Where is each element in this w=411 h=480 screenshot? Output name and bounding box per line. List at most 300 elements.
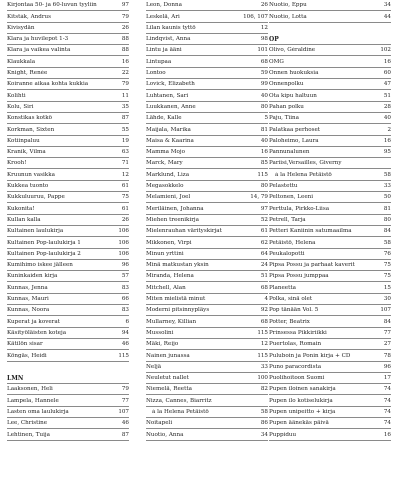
index-entry [269, 181, 391, 192]
entry-page-number: 58 [383, 171, 391, 178]
entry-title: Pipsa Possu ja parhaat kaverit [269, 262, 355, 269]
entry-title: Lähde, Kalle [146, 115, 182, 122]
index-entry [7, 215, 129, 226]
entry-title: Palatkaa perhoset [269, 126, 321, 133]
entry-title: Melamieni, Joel [146, 194, 191, 201]
index-entry [146, 294, 268, 305]
section-heading: OP [269, 34, 391, 45]
entry-title: Moderni pitsinnypläys [146, 307, 210, 314]
entry-page-number: 16 [260, 149, 268, 156]
index-entry [146, 34, 268, 45]
entry-page-number: 34 [383, 2, 391, 9]
entry-page-number: 58 [260, 408, 268, 415]
entry-title: Miehen treenikirja [146, 216, 199, 223]
entry-page-number: 80 [260, 183, 268, 190]
index-entry [146, 169, 268, 180]
entry-page-number: 81 [260, 126, 268, 133]
index-entry [269, 350, 391, 361]
entry-page-number: 68 [260, 284, 268, 291]
index-entry [146, 407, 268, 418]
entry-page-number: 77 [383, 329, 391, 336]
entry-title: Petäistö, Helena [269, 239, 316, 246]
entry-title: Kunnas, Noora [7, 307, 50, 314]
index-entry [269, 407, 391, 418]
index-entry [146, 384, 268, 395]
entry-title: Klara ja huvilepot 1-3 [7, 36, 69, 43]
entry-title: Neljä [146, 363, 162, 370]
entry-page-number: 106, 107 [243, 13, 268, 20]
entry-title: Peukalopotti [269, 250, 305, 257]
entry-page-number: 59 [260, 70, 268, 77]
entry-page-number: 68 [260, 58, 268, 65]
entry-title: Pupen ilo kotiselukirja [269, 397, 333, 404]
index-entry [7, 158, 129, 169]
index-entry [146, 418, 268, 429]
index-entry [146, 316, 268, 327]
entry-title: Mielenrauhan värityskirjat [146, 228, 222, 235]
index-entry [7, 328, 129, 339]
entry-title: Prinsessa Pikkiriikki [269, 329, 327, 336]
entry-title: Pop tänään Vol. 5 [269, 307, 319, 314]
index-entry [146, 23, 268, 34]
index-entry [7, 282, 129, 293]
entry-page-number: 12 [260, 341, 268, 348]
index-entry [7, 249, 129, 260]
entry-page-number: 30 [383, 296, 391, 303]
entry-page-number: 77 [121, 397, 129, 404]
index-entry [146, 373, 268, 384]
index-entry [7, 192, 129, 203]
entry-page-number: 79 [121, 13, 129, 20]
entry-title: Lee, Christine [7, 420, 48, 427]
index-entry [146, 0, 268, 11]
entry-title: Miten mielistä minut [146, 296, 206, 303]
entry-title: Kukonita! [7, 205, 35, 212]
index-entry [146, 158, 268, 169]
entry-title: Kuninkaiden kirja [7, 273, 58, 280]
entry-title: Mäki, Reijo [146, 341, 179, 348]
entry-title: Kunnas, Jenna [7, 284, 48, 291]
entry-title: Kolihti [7, 92, 26, 99]
entry-page-number: 85 [260, 160, 268, 167]
section-gap [7, 362, 129, 373]
index-entry [146, 328, 268, 339]
entry-title: Käsityöläisten koteja [7, 329, 67, 336]
index-entry [269, 136, 391, 147]
entry-title: Leskelä, Ari [146, 13, 180, 20]
entry-page-number: 76 [383, 250, 391, 257]
index-entry [7, 181, 129, 192]
index-entry [146, 56, 268, 67]
index-entry [146, 147, 268, 158]
index-entry [7, 305, 129, 316]
index-entry [7, 260, 129, 271]
entry-page-number: 74 [383, 386, 391, 393]
entry-page-number: 15 [383, 284, 391, 291]
entry-title: Puppiduu [269, 431, 297, 438]
entry-page-number: 35 [121, 103, 129, 110]
index-entry [269, 226, 391, 237]
entry-page-number: 106 [118, 250, 129, 257]
index-entry [7, 294, 129, 305]
entry-page-number: 44 [383, 13, 391, 20]
index-entry [269, 328, 391, 339]
index-entry [269, 429, 391, 440]
entry-page-number: 83 [121, 284, 129, 291]
entry-page-number: 26 [260, 2, 268, 9]
index-entry [146, 45, 268, 56]
entry-title: Kranik, Vilma [7, 149, 46, 156]
index-entry [146, 395, 268, 406]
entry-title: Nizza, Cannes, Biarritz [146, 397, 212, 404]
entry-title: Klara ja vaikea valinta [7, 47, 71, 54]
index-entry [146, 124, 268, 135]
entry-page-number: 34 [260, 431, 268, 438]
index-entry [146, 260, 268, 271]
entry-page-number: 84 [383, 228, 391, 235]
index-entry [269, 68, 391, 79]
entry-title: Pipsa Possu jumppaa [269, 273, 329, 280]
index-entry [269, 249, 391, 260]
entry-title: Lehtinen, Tuija [7, 431, 50, 438]
entry-title: Olivo, Géraldine [269, 47, 316, 54]
entry-title: Ota kipu haltuun [269, 92, 317, 99]
index-entry [7, 226, 129, 237]
entry-title: Noitapeli [146, 420, 173, 427]
entry-title: à la Helena Petäistö [152, 408, 209, 415]
entry-page-number: 40 [260, 137, 268, 144]
entry-page-number: 71 [121, 160, 129, 167]
entry-page-number: 115 [257, 352, 268, 359]
entry-title: Kultainen Pop-laulukirja 2 [7, 250, 81, 257]
entry-page-number: 55 [121, 126, 129, 133]
entry-page-number: 61 [260, 228, 268, 235]
entry-page-number: 62 [260, 239, 268, 246]
entry-title: Pariisi,Versailles, Giverny [269, 160, 342, 167]
entry-title: Lintupaa [146, 58, 172, 65]
index-entry [146, 249, 268, 260]
index-entry [7, 339, 129, 350]
entry-title: Lilan kaunis tyttö [146, 24, 196, 31]
entry-title: Paju, Tiina [269, 115, 299, 122]
entry-title: Leon, Donna [146, 2, 182, 9]
index-entry [269, 203, 391, 214]
entry-page-number: 27 [383, 341, 391, 348]
entry-title: Petrell, Tarja [269, 216, 306, 223]
entry-page-number: 79 [121, 386, 129, 393]
index-entry [269, 362, 391, 373]
entry-title: Krooh! [7, 160, 27, 167]
index-entry [7, 68, 129, 79]
entry-page-number [266, 405, 268, 406]
entry-page-number: 16 [383, 431, 391, 438]
entry-page-number: 96 [383, 363, 391, 370]
index-entry [269, 45, 391, 56]
index-entry [7, 11, 129, 22]
entry-title: Kotiinpaluu [7, 137, 40, 144]
entry-page-number: 47 [383, 81, 391, 88]
entry-title: Perttula, Pirkko-Liisa [269, 205, 330, 212]
entry-title: OMG [269, 58, 284, 65]
entry-title: Puluboin ja Ponin kirja + CD [269, 352, 351, 359]
entry-page-number: 79 [121, 81, 129, 88]
entry-page-number: 58 [383, 239, 391, 246]
entry-title: Paloheimo, Laura [269, 137, 319, 144]
index-entry [7, 113, 129, 124]
entry-title: Marklund, Liza [146, 171, 190, 178]
index-entry [7, 90, 129, 101]
entry-page-number: 11 [121, 92, 129, 99]
section-heading: LMN [7, 373, 129, 384]
entry-page-number: 68 [260, 318, 268, 325]
index-entry [7, 34, 129, 45]
index-entry [269, 316, 391, 327]
entry-page-number: 6 [125, 318, 129, 325]
index-entry [269, 418, 391, 429]
entry-page-number: 107 [380, 307, 391, 314]
entry-page-number: 75 [383, 273, 391, 280]
entry-page-number: 61 [121, 205, 129, 212]
entry-page-number: 82 [260, 386, 268, 393]
entry-title: Kultainen Pop-laulukirja 1 [7, 239, 81, 246]
entry-page-number: 5 [264, 115, 268, 122]
entry-title: Potter, Beatrix [269, 318, 310, 325]
entry-page-number: 80 [260, 103, 268, 110]
index-entry [7, 102, 129, 113]
entry-title: Lontoo [146, 70, 166, 77]
index-entry [146, 192, 268, 203]
entry-title: Pupen iloinen sanakirja [269, 386, 336, 393]
entry-title: Kätilön sisar [7, 341, 43, 348]
entry-title: Kuperat ja koverat [7, 318, 60, 325]
index-entry [7, 237, 129, 248]
entry-page-number: 33 [260, 363, 268, 370]
index-entry [269, 90, 391, 101]
entry-title: Peltonen, Leeni [269, 194, 314, 201]
entry-page-number: 14, 79 [250, 194, 268, 201]
entry-title: Kukkea tuonto [7, 183, 49, 190]
entry-page-number: 19 [121, 137, 129, 144]
index-entry [269, 237, 391, 248]
entry-title: Onnenpolku [269, 81, 304, 88]
entry-title: Koiranne aikaa kohta kukkia [7, 81, 89, 88]
entry-page-number: 57 [121, 273, 129, 280]
entry-title: Lintu ja ääni [146, 47, 182, 54]
entry-title: Nuotio, Anna [146, 431, 184, 438]
entry-title: Nuotio, Lotta [269, 13, 307, 20]
entry-title: Niemelä, Reetta [146, 386, 192, 393]
entry-page-number: 51 [383, 92, 391, 99]
entry-title: Mussolini [146, 329, 174, 336]
entry-title: Laaksonen, Heli [7, 386, 53, 393]
entry-page-number: 52 [260, 216, 268, 223]
index-entry [146, 305, 268, 316]
entry-page-number: 86 [260, 420, 268, 427]
entry-page-number: 74 [383, 397, 391, 404]
entry-page-number: 16 [383, 137, 391, 144]
entry-title: Puertolas, Romain [269, 341, 322, 348]
entry-page-number: 83 [121, 307, 129, 314]
entry-page-number: 64 [260, 250, 268, 257]
index-entry [146, 203, 268, 214]
index-entry [7, 147, 129, 158]
entry-page-number: 87 [121, 431, 129, 438]
entry-page-number: 4 [264, 296, 268, 303]
index-entry [146, 181, 268, 192]
entry-page-number: 46 [121, 341, 129, 348]
index-entry [146, 79, 268, 90]
entry-page-number: 78 [383, 352, 391, 359]
entry-page-number: 88 [121, 36, 129, 43]
entry-title: Petteri Kaniinin satumaailma [269, 228, 352, 235]
section-gap [269, 23, 391, 34]
entry-title: Onnen huokuksia [269, 70, 319, 77]
entry-page-number: 88 [121, 47, 129, 54]
index-entry [146, 350, 268, 361]
entry-title: Knight, Renée [7, 70, 48, 77]
index-entry [7, 316, 129, 327]
entry-title: Lindqvist, Anna [146, 36, 191, 43]
entry-page-number: 46 [121, 420, 129, 427]
entry-title: Klaukkala [7, 58, 36, 65]
index-entry [146, 282, 268, 293]
entry-title: Kumihimo iskee jälleen [7, 262, 73, 269]
index-entry [146, 136, 268, 147]
entry-title: Polka, sinä olet [269, 296, 313, 303]
entry-page-number: 26 [121, 24, 129, 31]
index-entry [7, 0, 129, 11]
entry-title: Kukkuluuruu, Pappe [7, 194, 65, 201]
index-entry [269, 56, 391, 67]
entry-title: Puolihoitoon Suomi [269, 375, 325, 382]
entry-page-number: 92 [260, 307, 268, 314]
entry-title: Kirjontaa 50- ja 60-luvun tyyliin [7, 2, 97, 9]
entry-page-number: 115 [118, 352, 129, 359]
entry-page-number: 100 [257, 375, 268, 382]
entry-page-number: 66 [121, 296, 129, 303]
entry-title: Maijala, Marika [146, 126, 191, 133]
entry-page-number: 87 [121, 115, 129, 122]
entry-title: Planeetta [269, 284, 296, 291]
entry-page-number: 40 [383, 115, 391, 122]
index-entry [269, 169, 391, 180]
entry-page-number: 106 [118, 239, 129, 246]
index-entry [146, 90, 268, 101]
index-entry [269, 373, 391, 384]
entry-title: Mullarney, Killian [146, 318, 197, 325]
entry-page-number: 75 [121, 194, 129, 201]
entry-title: Pupen äänekäs päivä [269, 420, 329, 427]
entry-title: Kruunun vasikka [7, 171, 55, 178]
entry-page-number: 16 [121, 58, 129, 65]
index-entry [146, 102, 268, 113]
index-entry [269, 79, 391, 90]
entry-title: Pelastettu [269, 183, 298, 190]
entry-page-number [389, 167, 391, 168]
index-entry [269, 260, 391, 271]
index-entry [7, 169, 129, 180]
index-entry [269, 192, 391, 203]
entry-title: Kullan kalla [7, 216, 41, 223]
index-entry [269, 158, 391, 169]
index-entry [269, 305, 391, 316]
entry-page-number: 50 [383, 194, 391, 201]
index-entry [269, 339, 391, 350]
entry-page-number: 63 [121, 149, 129, 156]
entry-title: Pannunalunen [269, 149, 310, 156]
entry-title: Meriläinen, Johanna [146, 205, 204, 212]
index-entry [269, 147, 391, 158]
entry-page-number: 61 [121, 183, 129, 190]
entry-title: Kolu, Siri [7, 103, 34, 110]
entry-title: Neuletut nallet [146, 375, 189, 382]
entry-page-number: 24 [260, 262, 268, 269]
index-entry [146, 226, 268, 237]
entry-title: Kitsták, Andrus [7, 13, 51, 20]
entry-page-number: 51 [260, 273, 268, 280]
entry-page-number: 40 [260, 92, 268, 99]
entry-title: Lampela, Hannele [7, 397, 59, 404]
entry-page-number: 26 [121, 216, 129, 223]
entry-title: Köngäs, Heidi [7, 352, 47, 359]
entry-page-number: 74 [383, 420, 391, 427]
entry-title: Miranda, Helena [146, 273, 194, 280]
index-entry [146, 339, 268, 350]
entry-page-number: 94 [121, 329, 129, 336]
entry-page-number: 22 [121, 70, 129, 77]
entry-page-number: 60 [383, 70, 391, 77]
index-entry [7, 395, 129, 406]
entry-title: Kultainen laulukirja [7, 228, 64, 235]
index-entry [269, 384, 391, 395]
index-entry [269, 124, 391, 135]
entry-page-number: 17 [383, 375, 391, 382]
entry-page-number: 115 [257, 171, 268, 178]
index-entry [146, 11, 268, 22]
entry-page-number: 2 [387, 126, 391, 133]
entry-page-number: 16 [383, 58, 391, 65]
index-entry [146, 237, 268, 248]
entry-page-number: 96 [121, 262, 129, 269]
entry-page-number: 101 [257, 47, 268, 54]
index-entry [7, 79, 129, 90]
index-entry [7, 203, 129, 214]
entry-page-number: 12 [260, 24, 268, 31]
entry-page-number: 98 [260, 36, 268, 43]
index-entry [7, 271, 129, 282]
index-entry [7, 56, 129, 67]
index-entry [269, 215, 391, 226]
index-entry [7, 136, 129, 147]
index-column-2 [146, 0, 268, 441]
entry-title: Nuotio, Eppu [269, 2, 307, 9]
index-entry [269, 102, 391, 113]
entry-page-number: 115 [257, 329, 268, 336]
index-entry [7, 45, 129, 56]
entry-title: Mikkonen, Virpi [146, 239, 192, 246]
index-entry [146, 215, 268, 226]
index-entry [7, 124, 129, 135]
entry-title: Luukkanen, Anne [146, 103, 196, 110]
entry-page-number: 81 [383, 205, 391, 212]
entry-page-number: 74 [383, 408, 391, 415]
index-column-1 [7, 0, 129, 441]
entry-title: Pahan polku [269, 103, 304, 110]
index-entry [146, 113, 268, 124]
entry-page-number: 107 [118, 408, 129, 415]
entry-page-number: 33 [383, 183, 391, 190]
entry-title: à la Helena Petäistö [275, 171, 332, 178]
